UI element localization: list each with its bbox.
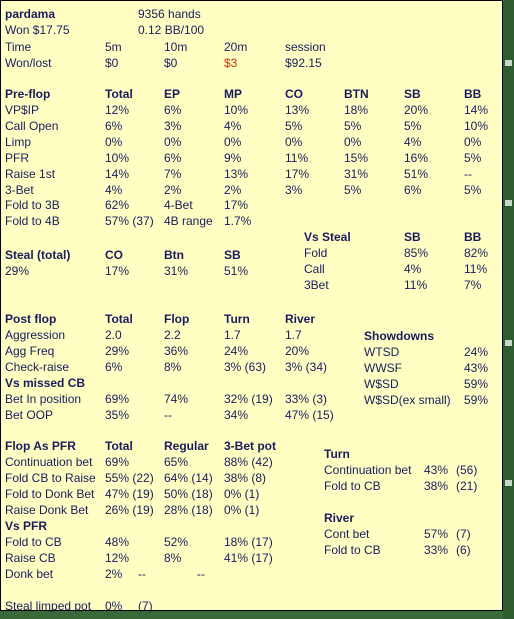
postflop-cell: 3% (34): [285, 360, 328, 374]
flop-as-pfr-cell: 88% (42): [224, 455, 273, 469]
vs-steal-bb-cell: 82%: [464, 246, 489, 260]
preflop-cell: 0%: [344, 135, 362, 149]
preflop-cell: 0%: [285, 135, 303, 149]
vs-pfr-cell: 52%: [164, 535, 189, 549]
vs-steal-bb-cell: 11%: [464, 262, 488, 276]
turn-title: Turn: [324, 447, 350, 461]
postflop-cell: 29%: [105, 344, 130, 358]
postflop-row-label: Agg Freq: [5, 344, 55, 358]
flop-as-pfr-row-label: Raise Donk Bet: [5, 503, 89, 517]
preflop-cell: 5%: [464, 151, 482, 165]
wonlost-session: $92.15: [285, 56, 322, 70]
preflop-cell: 13%: [285, 103, 310, 117]
vs-pfr-cell: 12%: [105, 551, 130, 565]
flop-as-pfr-row-label: Fold to Donk Bet: [5, 487, 95, 501]
postflop-cell: 24%: [224, 344, 249, 358]
preflop-cell: 6%: [164, 103, 182, 117]
preflop-cell: 5%: [344, 183, 362, 197]
preflop-cell: 16%: [404, 151, 429, 165]
flop-as-pfr-title: Flop As PFR: [5, 439, 76, 453]
fold-to-4b-label: Fold to 4B: [5, 214, 60, 228]
preflop-cell: 6%: [105, 119, 123, 133]
showdown-row-label: W$SD: [364, 377, 399, 391]
postflop-cell: 1.7: [285, 328, 302, 342]
vs-missed-cb-title: Vs missed CB: [5, 376, 86, 390]
postflop-cell: 2.2: [164, 328, 181, 342]
river-row-label: Fold to CB: [324, 543, 381, 557]
preflop-cell: 12%: [105, 103, 130, 117]
turn-value: 43%: [424, 463, 449, 477]
vs-steal-row-label: Call: [304, 262, 325, 276]
vs-steal-col-bb: BB: [464, 230, 482, 244]
wonlost-5m: $0: [105, 56, 119, 70]
turn-count: (56): [456, 463, 478, 477]
preflop-cell: 20%: [404, 103, 429, 117]
vs-steal-row-label: 3Bet: [304, 278, 329, 292]
wonlost-10m: $0: [164, 56, 178, 70]
preflop-cell: 14%: [105, 167, 130, 181]
vs-pfr-cell: 2%: [105, 567, 123, 581]
vs-missed-cb-row-label: Bet In position: [5, 392, 82, 406]
postflop-cell: 8%: [164, 360, 182, 374]
vs-steal-sb-cell: 85%: [404, 246, 429, 260]
preflop-col-ep: EP: [164, 87, 181, 101]
river-row-label: Cont bet: [324, 527, 370, 541]
steal-limped-value: 0%: [105, 599, 123, 613]
flop-as-pfr-cell: 0% (1): [224, 487, 260, 501]
showdowns-title: Showdowns: [364, 329, 434, 343]
preflop-col-total: Total: [105, 87, 133, 101]
preflop-title: Pre-flop: [5, 87, 51, 101]
fold-to-3b-label: Fold to 3B: [5, 198, 60, 212]
preflop-cell: 9%: [224, 151, 242, 165]
preflop-row-label: Call Open: [5, 119, 59, 133]
preflop-cell: 10%: [224, 103, 249, 117]
flop-as-pfr-col-regular: Regular: [164, 439, 209, 453]
vs-pfr-cell: --: [197, 567, 205, 581]
postflop-title: Post flop: [5, 312, 57, 326]
postflop-cell: 20%: [285, 344, 310, 358]
time-20m: 20m: [224, 40, 248, 54]
vs-steal-row-label: Fold: [304, 246, 328, 260]
postflop-col-turn: Turn: [224, 312, 250, 326]
flop-as-pfr-cell: 69%: [105, 455, 130, 469]
fold-to-4b-value: 57% (37): [105, 214, 154, 228]
flop-as-pfr-cell: 65%: [164, 455, 189, 469]
vs-missed-cb-cell: 33% (3): [285, 392, 328, 406]
postflop-cell: 3% (63): [224, 360, 267, 374]
steal-col-sb: SB: [224, 248, 241, 262]
preflop-cell: 0%: [164, 135, 182, 149]
preflop-cell: 0%: [224, 135, 242, 149]
flop-as-pfr-cell: 38% (8): [224, 471, 267, 485]
time-10m: 10m: [164, 40, 188, 54]
flop-as-pfr-col-3bet: 3-Bet pot: [224, 439, 276, 453]
flop-as-pfr-cell: 64% (14): [164, 471, 213, 485]
preflop-cell: --: [464, 167, 472, 181]
preflop-cell: 13%: [224, 167, 249, 181]
steal-col-btn: Btn: [164, 248, 184, 262]
turn-count: (21): [456, 479, 478, 493]
preflop-cell: 15%: [344, 151, 369, 165]
vs-steal-bb-cell: 7%: [464, 278, 482, 292]
vs-pfr-cell: 41% (17): [224, 551, 273, 565]
postflop-cell: 6%: [105, 360, 123, 374]
vs-steal-sb-cell: 4%: [404, 262, 422, 276]
four-bet-label: 4-Bet: [164, 198, 193, 212]
wonlost-20m: $3: [224, 56, 238, 70]
showdown-row-label: WTSD: [364, 345, 400, 359]
flop-as-pfr-cell: 50% (18): [164, 487, 213, 501]
time-label: Time: [5, 40, 32, 54]
vs-pfr-title: Vs PFR: [5, 519, 48, 533]
steal-total-value: 29%: [5, 264, 30, 278]
preflop-cell: 3%: [285, 183, 303, 197]
flop-as-pfr-row-label: Continuation bet: [5, 455, 93, 469]
background-edge: [503, 0, 514, 619]
preflop-cell: 10%: [105, 151, 130, 165]
steal-limped-label: Steal limped pot: [5, 599, 92, 613]
preflop-cell: 10%: [464, 119, 489, 133]
preflop-row-label: PFR: [5, 151, 29, 165]
postflop-row-label: Aggression: [5, 328, 66, 342]
preflop-cell: 51%: [404, 167, 429, 181]
preflop-col-btn: BTN: [344, 87, 369, 101]
vs-steal-sb-cell: 11%: [404, 278, 428, 292]
preflop-cell: 7%: [164, 167, 182, 181]
preflop-cell: 6%: [404, 183, 422, 197]
vs-pfr-row-label: Raise CB: [5, 551, 56, 565]
postflop-cell: 2.0: [105, 328, 122, 342]
steal-btn-value: 31%: [164, 264, 189, 278]
showdown-value: 43%: [464, 361, 489, 375]
preflop-cell: 5%: [464, 183, 482, 197]
preflop-cell: 4%: [404, 135, 422, 149]
vs-missed-cb-cell: 32% (19): [224, 392, 273, 406]
steal-co-value: 17%: [105, 264, 130, 278]
preflop-cell: 31%: [344, 167, 369, 181]
flop-as-pfr-cell: 0% (1): [224, 503, 260, 517]
preflop-cell: 14%: [464, 103, 489, 117]
vs-missed-cb-cell: 47% (15): [285, 408, 334, 422]
won-amount: Won $17.75: [5, 23, 70, 37]
vs-missed-cb-cell: 35%: [105, 408, 130, 422]
showdown-value: 24%: [464, 345, 489, 359]
bb-per-100: 0.12 BB/100: [138, 23, 205, 37]
vs-pfr-row-label: Fold to CB: [5, 535, 62, 549]
vs-pfr-row-label: Donk bet: [5, 567, 54, 581]
vs-missed-cb-cell: 69%: [105, 392, 130, 406]
showdown-row-label: W$SD(ex small): [364, 393, 451, 407]
preflop-cell: 3%: [164, 119, 182, 133]
preflop-row-label: VP$IP: [5, 103, 40, 117]
river-count: (7): [456, 527, 471, 541]
steal-sb-value: 51%: [224, 264, 249, 278]
preflop-col-bb: BB: [464, 87, 482, 101]
vs-pfr-cell: 18% (17): [224, 535, 273, 549]
preflop-cell: 4%: [224, 119, 242, 133]
flop-as-pfr-cell: 55% (22): [105, 471, 154, 485]
preflop-col-sb: SB: [404, 87, 421, 101]
postflop-col-flop: Flop: [164, 312, 190, 326]
preflop-row-label: Limp: [5, 135, 32, 149]
postflop-row-label: Check-raise: [5, 360, 70, 374]
steal-limped-count: (7): [138, 599, 153, 613]
player-name: pardama: [5, 7, 56, 21]
four-bet-value: 17%: [224, 198, 249, 212]
flop-as-pfr-cell: 26% (19): [105, 503, 154, 517]
preflop-cell: 11%: [285, 151, 309, 165]
preflop-cell: 5%: [344, 119, 362, 133]
turn-row-label: Fold to CB: [324, 479, 381, 493]
preflop-col-co: CO: [285, 87, 303, 101]
steal-title: Steal (total): [5, 248, 71, 262]
vs-missed-cb-row-label: Bet OOP: [5, 408, 54, 422]
vs-missed-cb-cell: 74%: [164, 392, 189, 406]
preflop-cell: 6%: [164, 151, 182, 165]
preflop-cell: 0%: [464, 135, 482, 149]
preflop-cell: 2%: [224, 183, 242, 197]
time-session: session: [285, 40, 326, 54]
time-5m: 5m: [105, 40, 122, 54]
preflop-cell: 5%: [285, 119, 303, 133]
showdown-value: 59%: [464, 393, 489, 407]
preflop-cell: 17%: [285, 167, 310, 181]
preflop-col-mp: MP: [224, 87, 242, 101]
wonlost-label: Won/lost: [5, 56, 52, 70]
vs-pfr-cell: --: [138, 567, 146, 581]
showdown-row-label: WWSF: [364, 361, 402, 375]
fold-to-3b-value: 62%: [105, 198, 130, 212]
vs-pfr-cell: 8%: [164, 551, 182, 565]
vs-pfr-cell: 48%: [105, 535, 130, 549]
river-value: 33%: [424, 543, 449, 557]
preflop-row-label: Raise 1st: [5, 167, 56, 181]
postflop-col-total: Total: [105, 312, 133, 326]
flop-as-pfr-row-label: Fold CB to Raise: [5, 471, 96, 485]
flop-as-pfr-cell: 47% (19): [105, 487, 154, 501]
showdown-value: 59%: [464, 377, 489, 391]
preflop-cell: 18%: [344, 103, 369, 117]
vs-steal-col-sb: SB: [404, 230, 421, 244]
flop-as-pfr-col-total: Total: [105, 439, 133, 453]
river-count: (6): [456, 543, 471, 557]
preflop-cell: 2%: [164, 183, 182, 197]
postflop-cell: 36%: [164, 344, 189, 358]
preflop-row-label: 3-Bet: [5, 183, 34, 197]
preflop-cell: 4%: [105, 183, 123, 197]
river-value: 57%: [424, 527, 449, 541]
turn-row-label: Continuation bet: [324, 463, 412, 477]
vs-steal-title: Vs Steal: [304, 230, 351, 244]
turn-value: 38%: [424, 479, 449, 493]
flop-as-pfr-cell: 28% (18): [164, 503, 213, 517]
postflop-col-river: River: [285, 312, 316, 326]
four-bet-range-label: 4B range: [164, 214, 213, 228]
steal-col-co: CO: [105, 248, 123, 262]
preflop-cell: 0%: [105, 135, 123, 149]
river-title: River: [324, 511, 355, 525]
postflop-cell: 1.7: [224, 328, 241, 342]
hands-count: 9356 hands: [138, 7, 201, 21]
preflop-cell: 5%: [404, 119, 422, 133]
four-bet-range-value: 1.7%: [224, 214, 252, 228]
vs-missed-cb-cell: 34%: [224, 408, 249, 422]
vs-missed-cb-cell: --: [164, 408, 172, 422]
